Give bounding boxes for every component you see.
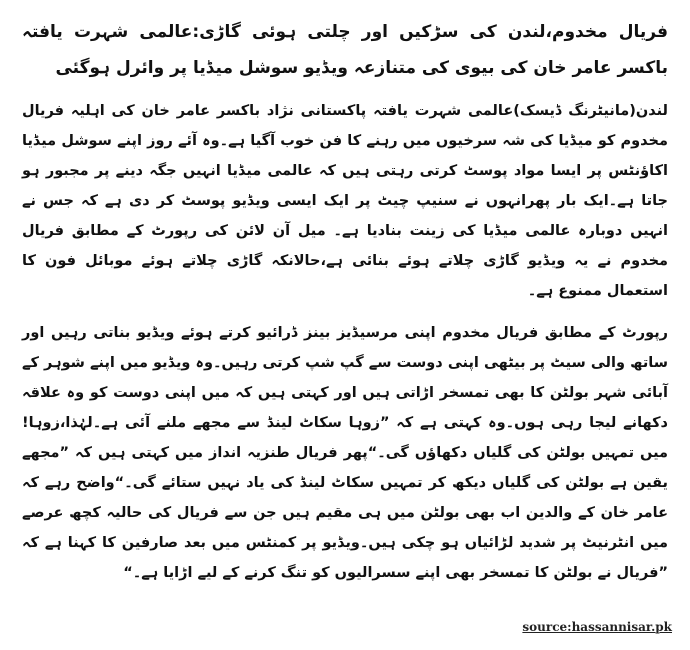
news-article [22, 14, 668, 600]
article-paragraph-2: رپورٹ کے مطابق فریال مخدوم اپنی مرسیڈیز بینز ڈرائیو کرتے ہوئے ویڈیو بناتی رہیں اور ساتھ والی سیٹ پر بیٹھی اپنی دوست سے گپ شپ کرتی رہیں۔وہ ویڈیو میں اپنے شوہر کے آبائی شہر بولٹن کا بھی تمسخر اڑاتی ہیں اور کہتی ہیں کہ میں اپنی دوست کو وہ علاقہ دکھانے لیجا رہی ہوں۔وہ کہتی ہے کہ ”زوہا سکاٹ لینڈ سے مجھے ملنے آئی ہے۔لہٰذا،زوہا!میں تمہیں بولٹن کی گلیاں دکھاؤں گی۔“پھر فریال طنزیہ انداز میں کہتی ہیں کہ ”مجھے یقین ہے بولٹن کی گلیاں دیکھ کر تمہیں سکاٹ لینڈ کی یاد نہیں ستائے گی۔“واضح رہے کہ عامر خان کے والدین اب بھی بولٹن میں ہی مقیم ہیں جن سے فریال کی حالیہ کچھ عرصے میں انٹرنیٹ پر شدید لڑائیاں ہو چکی ہیں۔ویڈیو پر کمنٹس میں بعد صارفین کا کہنا ہے کہ ”فریال نے بولٹن کا تمسخر بھی اپنے سسرالیوں کو تنگ کرنے کے لیے اڑایا ہے۔“ [22, 325, 668, 581]
article-paragraph-1: لندن(مانیٹرنگ ڈیسک)عالمی شہرت یافتہ پاکستانی نژاد باکسر عامر خان کی اہلیہ فریال مخدوم کو میڈیا کی شہ سرخیوں میں رہنے کا فن خوب آگیا ہے۔وہ آئے روز اپنے سوشل میڈیا اکاؤنٹس پر ایسا مواد پوسٹ کرتی رہتی ہیں کہ عالمی میڈیا انہیں جگہ دینے پر مجبور ہو جاتا ہے۔ایک بار پھرانہوں نے سنیپ چیٹ پر ایک ایسی ویڈیو پوسٹ کر دی ہے کہ جس نے انہیں دوبارہ عالمی میڈیا کی زینت بنادیا ہے۔ میل آن لائن کی رپورٹ کے مطابق فریال مخدوم نے یہ ویڈیو گاڑی چلاتے ہوئے بنائی ہے،حالانکہ گاڑی چلاتے ہوئے موبائل فون کا استعمال ممنوع ہے۔ [22, 103, 668, 299]
source-link[interactable]: source:hassannisar.pk [522, 620, 672, 634]
article-headline: فریال مخدوم،لندن کی سڑکیں اور چلتی ہوئی گاڑی:عالمی شہرت یافتہ باکسر عامر خان کی بیوی کی متنازعہ ویڈیو سوشل میڈیا پر وائرل ہوگئی [22, 22, 668, 78]
